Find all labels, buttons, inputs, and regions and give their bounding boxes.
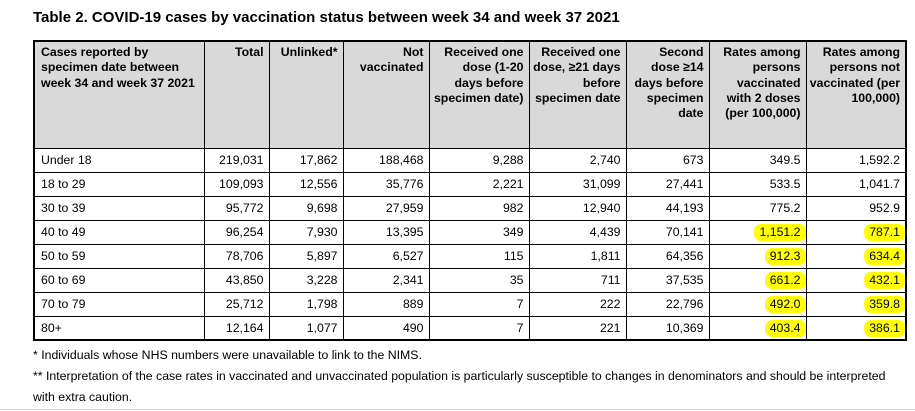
cell-text: 96,254 bbox=[225, 225, 264, 239]
value-cell bbox=[626, 316, 709, 340]
cell-text: 109,093 bbox=[219, 177, 264, 191]
age-group-cell bbox=[34, 196, 204, 220]
value-cell bbox=[626, 244, 709, 268]
value-cell bbox=[429, 292, 529, 316]
age-group-cell bbox=[34, 292, 204, 316]
age-group-cell bbox=[34, 268, 204, 292]
highlighted-value: 912.3 bbox=[765, 248, 806, 265]
cell-text: 43,850 bbox=[225, 273, 264, 287]
value-cell bbox=[343, 196, 429, 220]
value-cell bbox=[529, 244, 626, 268]
value-cell bbox=[529, 292, 626, 316]
value-cell bbox=[343, 148, 429, 172]
cell-text: 9,698 bbox=[306, 201, 338, 215]
cell-text: 1,041.7 bbox=[858, 177, 900, 191]
value-cell bbox=[269, 316, 343, 340]
value-cell bbox=[429, 196, 529, 220]
value-cell bbox=[269, 220, 343, 244]
header-row bbox=[34, 41, 906, 148]
value-cell bbox=[529, 148, 626, 172]
value-cell bbox=[529, 316, 626, 340]
value-cell bbox=[709, 220, 806, 244]
value-cell bbox=[429, 268, 529, 292]
table-row bbox=[34, 148, 906, 172]
cell-text: 711 bbox=[600, 273, 621, 287]
cell-text: 10,369 bbox=[665, 320, 704, 335]
cell-text: 60 to 69 bbox=[41, 273, 86, 287]
value-cell bbox=[709, 196, 806, 220]
cell-text: 1,798 bbox=[306, 297, 338, 311]
footnotes bbox=[33, 345, 891, 408]
value-cell bbox=[204, 244, 269, 268]
cell-text: 115 bbox=[503, 249, 524, 263]
cell-text: 7 bbox=[516, 297, 524, 311]
value-cell bbox=[204, 292, 269, 316]
value-cell bbox=[269, 148, 343, 172]
value-cell bbox=[204, 196, 269, 220]
highlighted-value: 1,151.2 bbox=[754, 224, 805, 241]
cell-text: 490 bbox=[402, 320, 424, 335]
cell-text: 12,940 bbox=[582, 201, 621, 215]
value-cell bbox=[343, 244, 429, 268]
cell-text: 7,930 bbox=[306, 225, 338, 239]
value-cell bbox=[626, 172, 709, 196]
cell-text: 37,535 bbox=[665, 273, 704, 287]
value-cell bbox=[343, 172, 429, 196]
value-cell bbox=[343, 220, 429, 244]
value-cell bbox=[709, 268, 806, 292]
bottom-divider bbox=[0, 409, 915, 410]
value-cell bbox=[269, 244, 343, 268]
cell-text: 349.5 bbox=[769, 153, 801, 167]
column-header-second-dose-14-days: Second dose ≥14 days before specimen date bbox=[626, 41, 709, 148]
cell-text: 219,031 bbox=[219, 153, 264, 167]
covid-cases-table bbox=[33, 40, 907, 341]
cell-text: 1,811 bbox=[590, 249, 621, 263]
cell-text: 25,712 bbox=[225, 297, 264, 311]
cell-text: 17,862 bbox=[299, 153, 338, 167]
cell-text: 80+ bbox=[41, 320, 62, 335]
cell-text: 13,395 bbox=[385, 225, 424, 239]
highlighted-value: 432.1 bbox=[864, 272, 905, 289]
age-group-cell bbox=[34, 220, 204, 244]
value-cell bbox=[343, 316, 429, 340]
value-cell bbox=[626, 148, 709, 172]
cell-text: 12,164 bbox=[225, 320, 264, 335]
value-cell bbox=[343, 268, 429, 292]
value-cell bbox=[269, 172, 343, 196]
cell-text: 222 bbox=[599, 297, 621, 311]
value-cell bbox=[709, 172, 806, 196]
value-cell bbox=[269, 268, 343, 292]
value-cell bbox=[806, 172, 906, 196]
cell-text: 31,099 bbox=[582, 177, 621, 191]
column-header-age-group: Cases reported by specimen date between week 34 and week 37 2021 bbox=[34, 41, 204, 148]
value-cell bbox=[806, 148, 906, 172]
value-cell bbox=[429, 172, 529, 196]
footnote-rates-caution: ** Interpretation of the case rates in vaccinated and unvaccinated population is particularly susceptible to changes in denominators and should be interpreted with extra caution. bbox=[33, 369, 886, 404]
value-cell bbox=[429, 220, 529, 244]
table-row bbox=[34, 172, 906, 196]
value-cell bbox=[709, 316, 806, 340]
cell-text: 40 to 49 bbox=[41, 225, 86, 239]
cell-text: 12,556 bbox=[299, 177, 338, 191]
column-header-one-dose-1-20-days: Received one dose (1-20 days before specimen date) bbox=[429, 41, 529, 148]
column-header-one-dose-21-days: Received one dose, ≥21 days before specimen date bbox=[529, 41, 626, 148]
cell-text: 44,193 bbox=[665, 201, 704, 215]
cell-text: 27,441 bbox=[665, 177, 704, 191]
cell-text: 533.5 bbox=[769, 177, 801, 191]
cell-text: 18 to 29 bbox=[41, 177, 86, 191]
column-header-rate-vaccinated-2-doses: Rates among persons vaccinated with 2 doses (per 100,000) bbox=[709, 41, 806, 148]
cell-text: 50 to 59 bbox=[41, 249, 86, 263]
age-group-cell bbox=[34, 172, 204, 196]
cell-text: 9,288 bbox=[492, 153, 524, 167]
cell-text: 982 bbox=[502, 201, 524, 215]
value-cell bbox=[806, 244, 906, 268]
cell-text: 5,897 bbox=[306, 249, 338, 263]
highlighted-value: 634.4 bbox=[864, 248, 905, 265]
value-cell bbox=[204, 316, 269, 340]
table-row bbox=[34, 316, 906, 340]
cell-text: 952.9 bbox=[869, 201, 900, 215]
highlighted-value: 492.0 bbox=[765, 296, 806, 313]
cell-text: 1,592.2 bbox=[858, 153, 900, 167]
cell-text: 221 bbox=[599, 320, 621, 335]
cell-text: 7 bbox=[516, 320, 524, 335]
value-cell bbox=[626, 220, 709, 244]
cell-text: 2,221 bbox=[492, 177, 524, 191]
age-group-cell bbox=[34, 244, 204, 268]
cell-text: 6,527 bbox=[392, 249, 424, 263]
value-cell bbox=[709, 244, 806, 268]
column-header-unlinked: Unlinked* bbox=[269, 41, 343, 148]
value-cell bbox=[709, 148, 806, 172]
value-cell bbox=[529, 268, 626, 292]
cell-text: 889 bbox=[402, 297, 424, 311]
table-row bbox=[34, 220, 906, 244]
cell-text: 27,959 bbox=[385, 201, 424, 215]
cell-text: Under 18 bbox=[41, 153, 92, 167]
value-cell bbox=[529, 220, 626, 244]
age-group-cell bbox=[34, 316, 204, 340]
table-body bbox=[34, 148, 906, 340]
value-cell bbox=[626, 268, 709, 292]
value-cell bbox=[204, 220, 269, 244]
table-row bbox=[34, 268, 906, 292]
cell-text: 3,228 bbox=[306, 273, 338, 287]
cell-text: 4,439 bbox=[589, 225, 621, 239]
cell-text: 35 bbox=[509, 273, 524, 287]
cell-text: 188,468 bbox=[379, 153, 424, 167]
cell-text: 349 bbox=[502, 225, 524, 239]
highlighted-value: 359.8 bbox=[864, 296, 905, 313]
column-header-total: Total bbox=[204, 41, 269, 148]
value-cell bbox=[529, 172, 626, 196]
value-cell bbox=[204, 172, 269, 196]
highlighted-value: 661.2 bbox=[765, 272, 806, 289]
value-cell bbox=[429, 316, 529, 340]
value-cell bbox=[529, 196, 626, 220]
value-cell bbox=[626, 292, 709, 316]
age-group-cell bbox=[34, 148, 204, 172]
value-cell bbox=[269, 196, 343, 220]
value-cell bbox=[806, 316, 906, 340]
cell-text: 1,077 bbox=[306, 320, 338, 335]
cell-text: 2,341 bbox=[392, 273, 424, 287]
value-cell bbox=[269, 292, 343, 316]
cell-text: 35,776 bbox=[385, 177, 424, 191]
cell-text: 70,141 bbox=[665, 225, 704, 239]
value-cell bbox=[204, 268, 269, 292]
value-cell bbox=[626, 196, 709, 220]
table-row bbox=[34, 196, 906, 220]
cell-text: 30 to 39 bbox=[41, 201, 86, 215]
cell-text: 64,356 bbox=[665, 249, 704, 263]
cell-text: 775.2 bbox=[769, 201, 801, 215]
page-title: Table 2. COVID-19 cases by vaccination status between week 34 and week 37 2021 bbox=[33, 9, 620, 26]
cell-text: 78,706 bbox=[225, 249, 264, 263]
value-cell bbox=[429, 244, 529, 268]
value-cell bbox=[806, 292, 906, 316]
highlighted-value: 403.4 bbox=[765, 320, 806, 337]
cell-text: 70 to 79 bbox=[41, 297, 86, 311]
table-row bbox=[34, 244, 906, 268]
value-cell bbox=[204, 148, 269, 172]
value-cell bbox=[806, 268, 906, 292]
value-cell bbox=[806, 196, 906, 220]
value-cell bbox=[806, 220, 906, 244]
highlighted-value: 386.1 bbox=[864, 320, 905, 337]
value-cell bbox=[709, 292, 806, 316]
highlighted-value: 787.1 bbox=[864, 224, 905, 241]
value-cell bbox=[429, 148, 529, 172]
cell-text: 673 bbox=[682, 153, 704, 167]
table-row bbox=[34, 292, 906, 316]
column-header-not-vaccinated: Not vaccinated bbox=[343, 41, 429, 148]
cell-text: 95,772 bbox=[225, 201, 264, 215]
footnote-unlinked: * Individuals whose NHS numbers were unavailable to link to the NIMS. bbox=[33, 348, 422, 362]
value-cell bbox=[343, 292, 429, 316]
cell-text: 22,796 bbox=[665, 297, 704, 311]
column-header-rate-not-vaccinated: Rates among persons not vaccinated (per 100,000) bbox=[806, 41, 906, 148]
cell-text: 2,740 bbox=[589, 153, 621, 167]
